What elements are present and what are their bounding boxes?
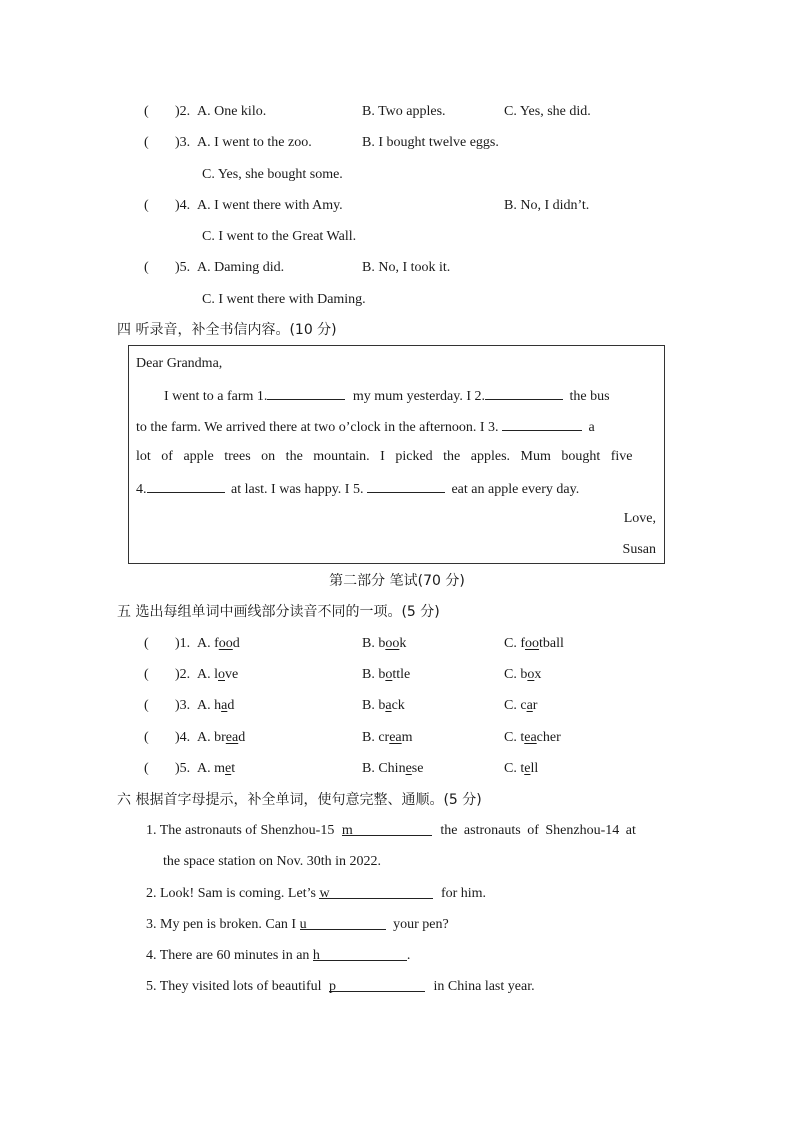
option-b: B. cream — [362, 730, 413, 745]
question-number: )1. — [175, 636, 191, 651]
question-number: )2. — [175, 667, 191, 682]
blank-1[interactable] — [267, 386, 345, 400]
answer-bracket[interactable]: ( — [144, 730, 149, 745]
answer-bracket[interactable]: ( — [144, 198, 149, 213]
question-text: 2. Look! Sam is coming. Let’s — [146, 886, 316, 901]
question-text: 4. There are 60 minutes in an — [146, 948, 310, 963]
option-b: B. No, I didn’t. — [504, 198, 590, 213]
option-b: B. No, I took it. — [362, 260, 451, 275]
question-text: for him. — [440, 886, 487, 901]
question-number: )3. — [175, 135, 191, 150]
underlined-letters: a — [221, 698, 228, 713]
option-b: B. I bought twelve eggs. — [362, 135, 499, 150]
underlined-letters: ea — [389, 730, 402, 745]
answer-bracket[interactable]: ( — [144, 761, 149, 776]
option-c: C. Yes, she bought some. — [202, 167, 343, 182]
letter-text: I went to a farm 1. — [164, 389, 268, 404]
option-c: C. Yes, she did. — [504, 104, 591, 119]
section6-title: 六 根据首字母提示，补全单词，使句意完整、通顺。(5 分) — [117, 792, 482, 808]
letter-text: eat an apple every day. — [451, 482, 580, 497]
letter-line: lot of apple trees on the mountain. I picked the apples. Mum bought five — [136, 449, 633, 464]
question-text: 3. My pen is broken. Can I — [146, 917, 297, 932]
option-a: A. food — [197, 636, 240, 651]
letter-line — [136, 417, 595, 437]
underlined-letters: e — [405, 761, 412, 776]
option-b: B. book — [362, 636, 407, 651]
option-a: A. Daming did. — [197, 260, 285, 275]
section4-title: 四 听录音，补全书信内容。(10 分) — [117, 322, 337, 338]
underlined-letters: oo — [218, 636, 233, 651]
question-text: . — [406, 948, 411, 963]
option-a: A. One kilo. — [197, 104, 267, 119]
underlined-letters: o — [385, 667, 393, 682]
letter-closing: Love, — [623, 511, 656, 526]
answer-blank-3[interactable]: u — [300, 916, 386, 930]
letter-text: my mum yesterday. I 2. — [352, 389, 485, 404]
option-b: B. bottle — [362, 667, 411, 682]
option-c: C. tell — [504, 761, 539, 776]
question-text: 1. The astronauts of Shenzhou-15 — [146, 823, 335, 838]
option-b: B. Two apples. — [362, 104, 446, 119]
question-number: )2. — [175, 104, 191, 119]
answer-blank-5[interactable]: p — [329, 978, 425, 992]
option-a: A. had — [197, 698, 235, 713]
answer-blank-4[interactable]: h — [313, 947, 407, 961]
question-number: )4. — [175, 198, 191, 213]
option-b: B. Chinese — [362, 761, 424, 776]
fill-question-5 — [146, 978, 535, 996]
underlined-letters: o — [218, 667, 225, 682]
letter-signature: Susan — [622, 542, 656, 557]
question-number: )5. — [175, 260, 191, 275]
question-text: 5. They visited lots of beautiful — [146, 979, 322, 994]
underlined-letters: e — [524, 761, 531, 776]
question-number: )3. — [175, 698, 191, 713]
blank-3[interactable] — [502, 417, 582, 431]
fill-question-1-cont: the space station on Nov. 30th in 2022. — [163, 854, 382, 869]
answer-bracket[interactable]: ( — [144, 667, 149, 682]
section5-title: 五 选出每组单词中画线部分读音不同的一项。(5 分) — [117, 604, 440, 620]
question-text: your pen? — [393, 917, 449, 932]
underlined-letters: e — [225, 761, 232, 776]
underlined-letters: a — [526, 698, 533, 713]
option-a: A. met — [197, 761, 236, 776]
fill-question-4 — [146, 947, 410, 965]
letter-text: a — [588, 420, 595, 435]
option-c: C. football — [504, 636, 564, 651]
option-c: C. teacher — [504, 730, 561, 745]
letter-greeting: Dear Grandma, — [136, 356, 223, 371]
answer-bracket[interactable]: ( — [144, 260, 149, 275]
option-a: A. I went to the zoo. — [197, 135, 312, 150]
answer-bracket[interactable]: ( — [144, 104, 149, 119]
letter-text: to the farm. We arrived there at two o’clock in the afternoon. I 3. — [136, 420, 499, 435]
underlined-letters: oo — [525, 636, 539, 651]
letter-text: 4. — [136, 482, 147, 497]
letter-text: at last. I was happy. I 5. — [231, 482, 364, 497]
question-text: the astronauts of Shenzhou-14 at — [440, 823, 636, 838]
fill-question-3 — [146, 916, 449, 934]
blank-5[interactable] — [367, 479, 445, 493]
option-c: C. I went there with Daming. — [202, 292, 366, 307]
option-a: A. I went there with Amy. — [197, 198, 343, 213]
option-a: A. love — [197, 667, 239, 682]
blank-2[interactable] — [485, 386, 563, 400]
blank-4[interactable] — [147, 479, 225, 493]
underlined-letters: ea — [524, 730, 537, 745]
letter-line — [164, 386, 610, 406]
fill-question-1 — [146, 822, 636, 840]
option-c: C. car — [504, 698, 538, 713]
option-b: B. back — [362, 698, 405, 713]
underlined-letters: oo — [385, 636, 400, 651]
part2-title: 第二部分 笔试(70 分) — [329, 573, 465, 589]
question-number: )5. — [175, 761, 191, 776]
underlined-letters: ea — [225, 730, 239, 745]
letter-box — [128, 345, 665, 564]
answer-bracket[interactable]: ( — [144, 135, 149, 150]
answer-bracket[interactable]: ( — [144, 698, 149, 713]
letter-line — [136, 479, 579, 499]
option-a: A. bread — [197, 730, 246, 745]
underlined-letters: a — [385, 698, 392, 713]
fill-question-2 — [146, 885, 486, 903]
letter-text: the bus — [569, 389, 610, 404]
answer-bracket[interactable]: ( — [144, 636, 149, 651]
question-number: )4. — [175, 730, 191, 745]
answer-blank-2[interactable]: w — [319, 885, 433, 899]
option-c: C. I went to the Great Wall. — [202, 229, 357, 244]
answer-blank-1[interactable]: m — [342, 822, 432, 836]
underlined-letters: o — [527, 667, 535, 682]
option-c: C. box — [504, 667, 542, 682]
question-text: in China last year. — [433, 979, 535, 994]
